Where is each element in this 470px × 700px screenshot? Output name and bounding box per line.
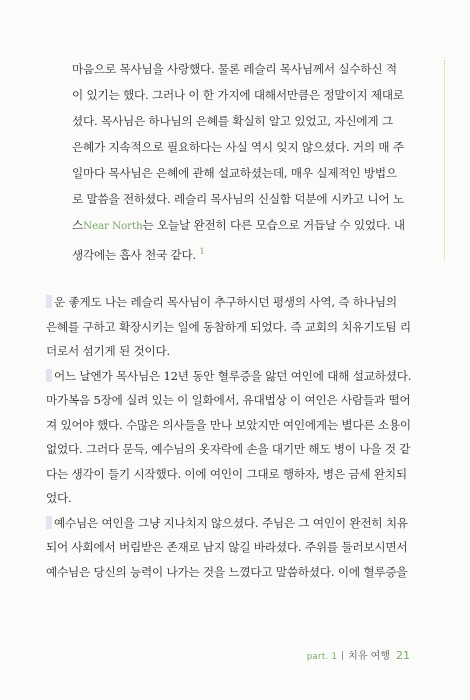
quote-text: 생각에는 흡사 천국 같다. <box>72 247 196 262</box>
quote-line <box>72 239 408 268</box>
english-term: Near North <box>83 220 143 232</box>
paragraph-mark <box>46 516 52 529</box>
body-text <box>46 290 418 584</box>
paragraph-mark <box>46 369 52 382</box>
text-line: 없었다. 그러다 문득, 예수님의 옷자락에 손을 대기만 해도 병이 나을 것 같 <box>46 442 411 456</box>
quote-line: 이 있기는 했다. 그러나 이 한 가지에 대해서만큼은 정말이지 제대로 <box>72 88 404 102</box>
text-line: 었다. <box>46 491 72 505</box>
line-text: 운 좋게도 나는 레슬리 목사님이 추구하시던 평생의 사역, 즉 하나님의 <box>54 295 397 309</box>
paragraph-mark <box>46 295 52 308</box>
text-line: 져 있어야 했다. 수많은 의사들을 만나 보았지만 여인에게는 별다른 소용이 <box>46 417 411 432</box>
part-label: part. 1 <box>306 652 338 662</box>
text-line: 더로서 섬기게 된 것이다. <box>46 344 170 358</box>
quote-line <box>72 212 408 239</box>
text-line <box>46 364 418 389</box>
text-line <box>46 290 418 315</box>
text-line <box>46 511 418 536</box>
footer-divider <box>342 651 343 660</box>
quote-line: 로 말씀을 전하셨다. 레슬리 목사님의 신실함 덕분에 시카고 니어 노 <box>72 192 404 206</box>
line-text: 어느 날엔가 목사님은 12년 동안 혈루증을 앓던 여인에 대해 설교하셨다. <box>54 368 412 383</box>
quote-line: 일마다 목사님은 은혜에 관해 설교하셨는데, 매우 실제적인 방법으 <box>72 166 397 180</box>
text-line: 되어 사회에서 버림받은 존재로 남지 않길 바라셨다. 주위를 둘러보시면서 <box>46 540 408 554</box>
paragraph <box>46 364 418 511</box>
text-line: 다는 생각이 들기 시작했다. 이에 여인이 그대로 행하자, 병은 금세 완치되 <box>46 466 407 481</box>
running-footer <box>307 647 410 662</box>
paragraph <box>46 511 418 585</box>
line-text: 예수님은 여인을 그냥 지나치지 않으셨다. 주님은 그 여인이 완전히 치유 <box>54 515 408 530</box>
quote-line: 은혜가 지속적으로 필요하다는 사실 역시 잊지 않으셨다. 거의 매 주 <box>72 140 404 154</box>
chapter-title: 치유 여행 <box>348 651 390 662</box>
quote-text: 는 오늘날 완전히 다른 모습으로 거듭날 수 있었다. 내 <box>142 218 405 232</box>
quote-line: 셨다. 목사님은 하나님의 은혜를 확실히 알고 있었고, 자신에게 그 <box>72 114 393 128</box>
footnote-marker: 1 <box>199 247 205 256</box>
text-line: 마가복음 5장에 실려 있는 이 일화에서, 유대법상 이 여인은 사람들과 떨어 <box>46 393 411 407</box>
indented-quote-block <box>72 56 408 268</box>
margin-dotted-rule <box>444 60 445 260</box>
page-number: 21 <box>396 649 410 662</box>
quote-text: 스 <box>72 218 83 232</box>
quote-line: 마음으로 목사님을 사랑했다. 물론 레슬리 목사님께서 실수하신 적 <box>72 62 397 76</box>
text-line: 예수님은 당신의 능력이 나가는 것을 느꼈다고 말씀하셨다. 이에 혈루증을 <box>46 564 408 579</box>
paragraph <box>46 290 418 364</box>
text-line: 은혜를 구하고 확장시키는 일에 동참하게 되었다. 즉 교회의 치유기도팀 리 <box>46 319 411 334</box>
